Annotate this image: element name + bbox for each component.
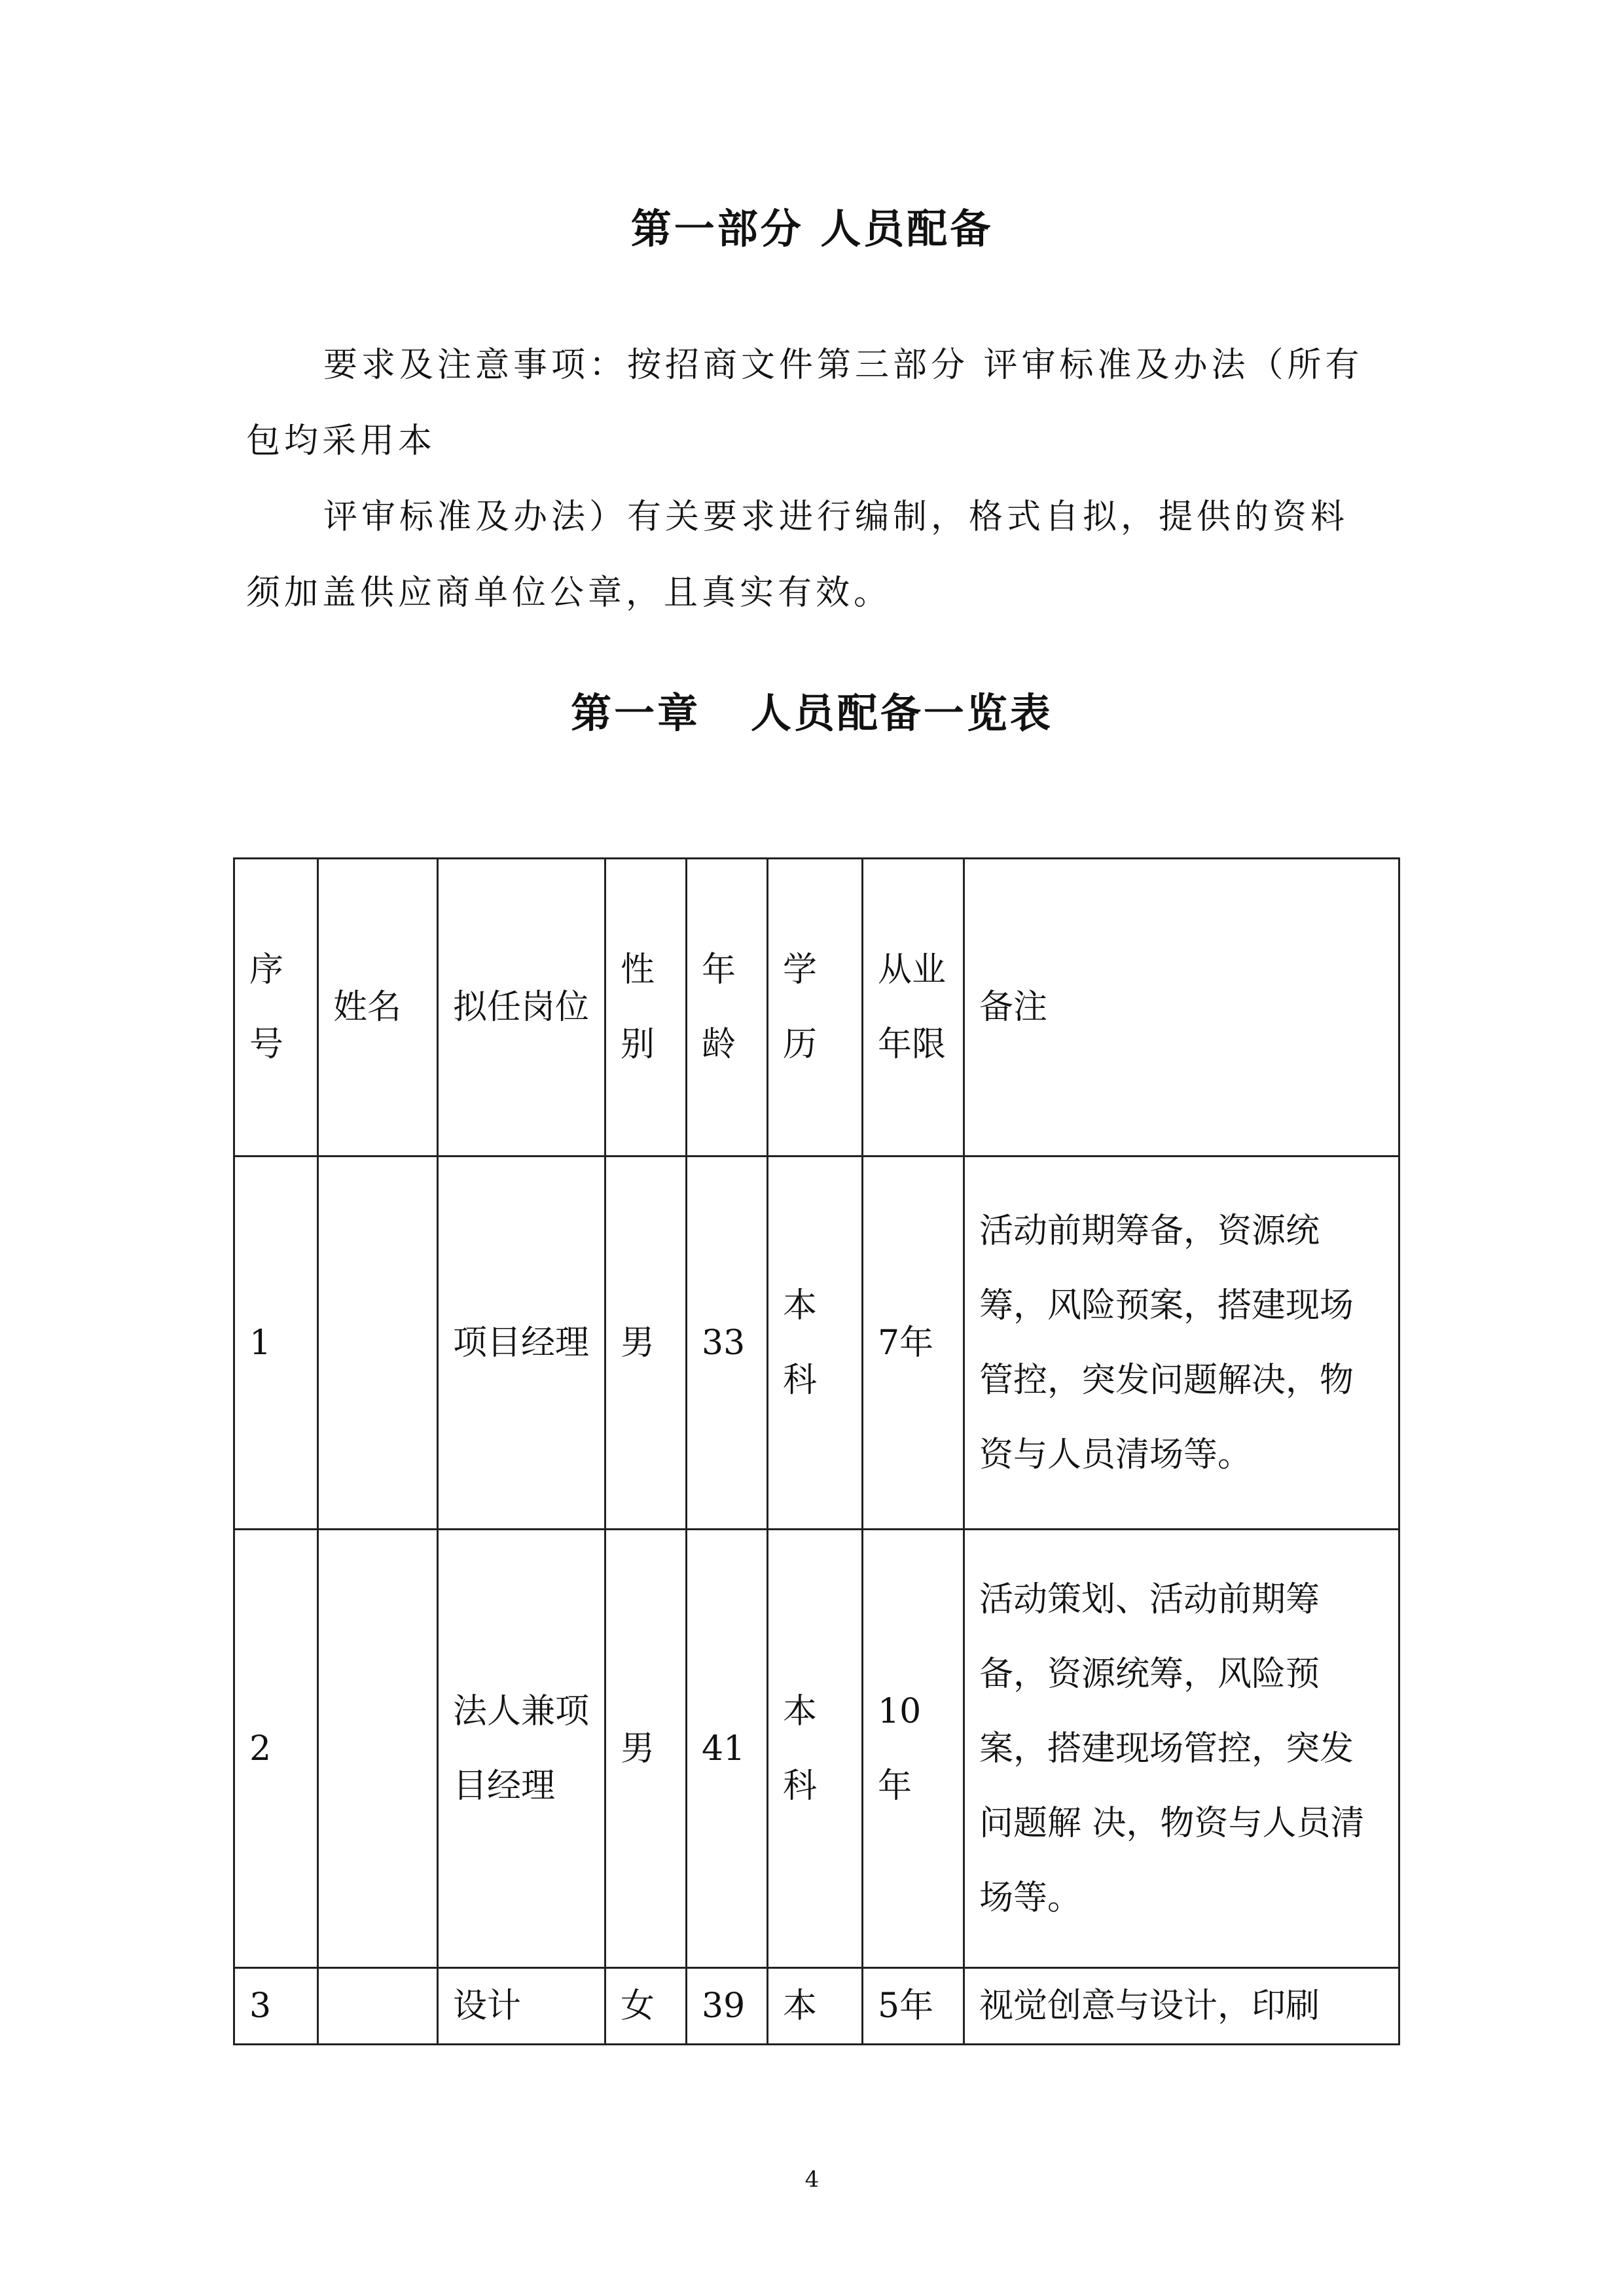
requirements-line-1: 要求及注意事项：按招商文件第三部分 评审标准及办法（所有包均采用本	[246, 346, 1363, 461]
cell-seq: 1	[234, 1157, 318, 1530]
header-gender: 性别	[605, 859, 687, 1157]
requirements-note	[246, 327, 1385, 631]
cell-years: 5年	[863, 1968, 964, 2045]
header-education: 学历	[768, 859, 863, 1157]
cell-age: 41	[687, 1530, 768, 1968]
cell-years: 7年	[863, 1157, 964, 1530]
cell-education: 本	[768, 1968, 863, 2045]
table-row	[234, 1530, 1399, 1968]
cell-position: 项目经理	[438, 1157, 605, 1530]
requirements-line-2: 评审标准及办法）有关要求进行编制，格式自拟，提供的资料须加盖供应商单位公章，且真实有效。	[246, 497, 1349, 613]
cell-seq: 3	[234, 1968, 318, 2045]
cell-remarks: 视觉创意与设计，印刷	[964, 1968, 1399, 2045]
cell-gender: 女	[605, 1968, 687, 2045]
cell-education: 本科	[768, 1157, 863, 1530]
cell-remarks: 活动前期筹备，资源统筹，风险预案，搭建现场管控，突发问题解决，物资与人员清场等。	[964, 1157, 1399, 1530]
table-row	[234, 1968, 1399, 2045]
header-name: 姓名	[318, 859, 438, 1157]
page-number: 4	[804, 2166, 820, 2193]
header-position: 拟任岗位	[438, 859, 605, 1157]
page-title: 第一部分 人员配备	[630, 205, 994, 253]
cell-seq: 2	[234, 1530, 318, 1968]
cell-age: 39	[687, 1968, 768, 2045]
cell-gender: 男	[605, 1530, 687, 1968]
chapter-title: 第一章 人员配备一览表	[571, 689, 1053, 737]
cell-position: 设计	[438, 1968, 605, 2045]
cell-age: 33	[687, 1157, 768, 1530]
cell-name	[318, 1157, 438, 1530]
table-header-row	[234, 859, 1399, 1157]
cell-education: 本科	[768, 1530, 863, 1968]
cell-years: 10年	[863, 1530, 964, 1968]
staff-table	[233, 857, 1400, 2045]
header-years: 从业年限	[863, 859, 964, 1157]
header-seq: 序号	[234, 859, 318, 1157]
cell-name	[318, 1530, 438, 1968]
cell-name	[318, 1968, 438, 2045]
table-row	[234, 1157, 1399, 1530]
cell-position: 法人兼项目经理	[438, 1530, 605, 1968]
cell-remarks: 活动策划、活动前期筹备，资源统筹，风险预案，搭建现场管控，突发问题解 决，物资与人员清场等。	[964, 1530, 1399, 1968]
header-age: 年龄	[687, 859, 768, 1157]
header-remarks: 备注	[964, 859, 1399, 1157]
cell-gender: 男	[605, 1157, 687, 1530]
